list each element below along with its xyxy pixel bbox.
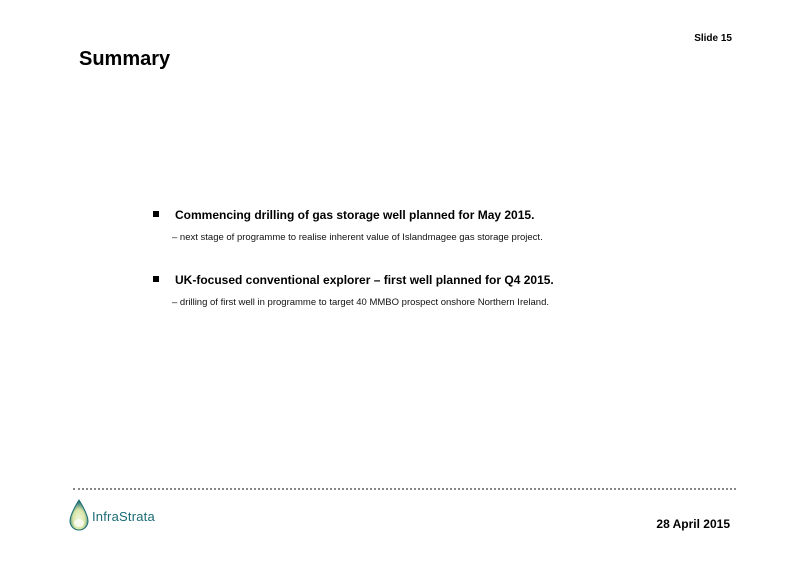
- summary-content: [153, 208, 713, 338]
- bullet-heading: UK-focused conventional explorer – first well planned for Q4 2015.: [175, 273, 554, 287]
- company-logo: [68, 499, 155, 533]
- bullet-row: [153, 208, 713, 222]
- slide-number: Slide 15: [694, 33, 732, 44]
- bullet-item: [153, 208, 713, 243]
- bullet-item: [153, 273, 713, 308]
- bullet-heading: Commencing drilling of gas storage well planned for May 2015.: [175, 208, 535, 222]
- presentation-date: 28 April 2015: [656, 517, 730, 531]
- bullet-subtext: – drilling of first well in programme to target 40 MMBO prospect onshore Northern Ireland.: [172, 297, 549, 308]
- bullet-row: [153, 273, 713, 287]
- square-bullet-icon: [153, 211, 159, 217]
- bullet-subtext: – next stage of programme to realise inherent value of Islandmagee gas storage project.: [172, 232, 543, 243]
- footer-divider: [73, 488, 736, 490]
- square-bullet-icon: [153, 276, 159, 282]
- page-title: Summary: [79, 48, 171, 70]
- logo-text: InfraStrata: [92, 508, 155, 524]
- droplet-logo-icon: [68, 499, 90, 533]
